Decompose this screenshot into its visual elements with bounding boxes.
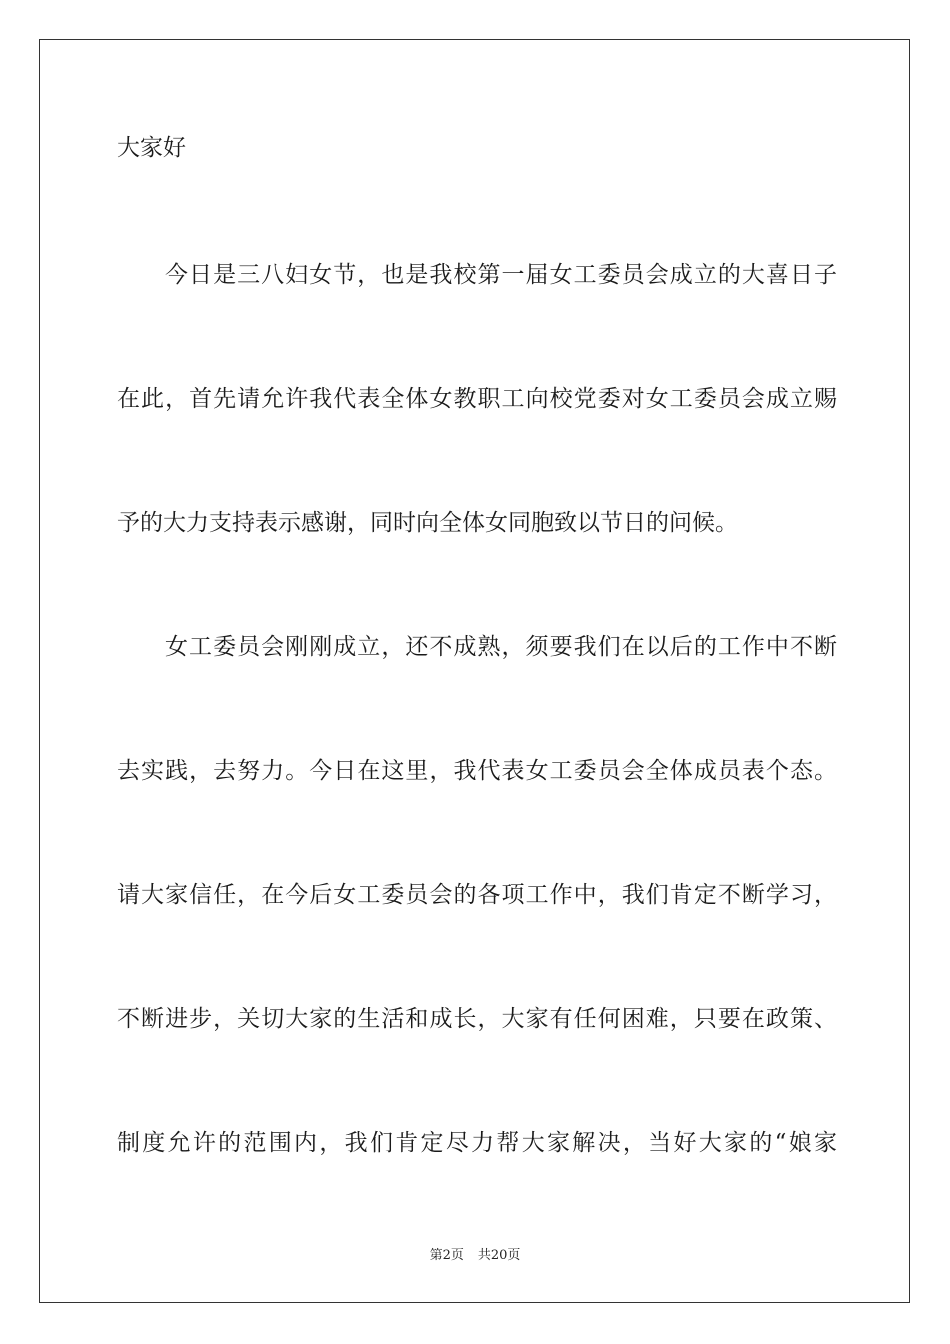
page-footer: [0, 1247, 950, 1265]
paragraph-1-line-3: 予的大力支持表示感谢，同时向全体女同胞致以节日的问候。: [117, 510, 738, 536]
paragraph-2-line-1: 女工委员会刚刚成立，还不成熟，须要我们在以后的工作中不断: [165, 634, 837, 660]
paragraph-2-line-4: 不断进步，关切大家的生活和成长，大家有任何困难，只要在政策、: [117, 1006, 837, 1032]
page-number: 第2页: [429, 1248, 464, 1263]
paragraph-2-line-5: 制度允许的范围内，我们肯定尽力帮大家解决，当好大家的“娘家: [117, 1130, 837, 1156]
page-total: 共20页: [477, 1248, 521, 1263]
greeting-line: 大家好: [117, 135, 186, 161]
paragraph-2-line-2: 去实践，去努力。今日在这里，我代表女工委员会全体成员表个态。: [117, 758, 837, 784]
paragraph-1-line-2: 在此，首先请允许我代表全体女教职工向校党委对女工委员会成立赐: [117, 386, 837, 412]
paragraph-2-line-3: 请大家信任，在今后女工委员会的各项工作中，我们肯定不断学习，: [117, 882, 837, 908]
page-border: [39, 39, 910, 1303]
paragraph-1-line-1: 今日是三八妇女节，也是我校第一届女工委员会成立的大喜日子: [165, 262, 837, 288]
